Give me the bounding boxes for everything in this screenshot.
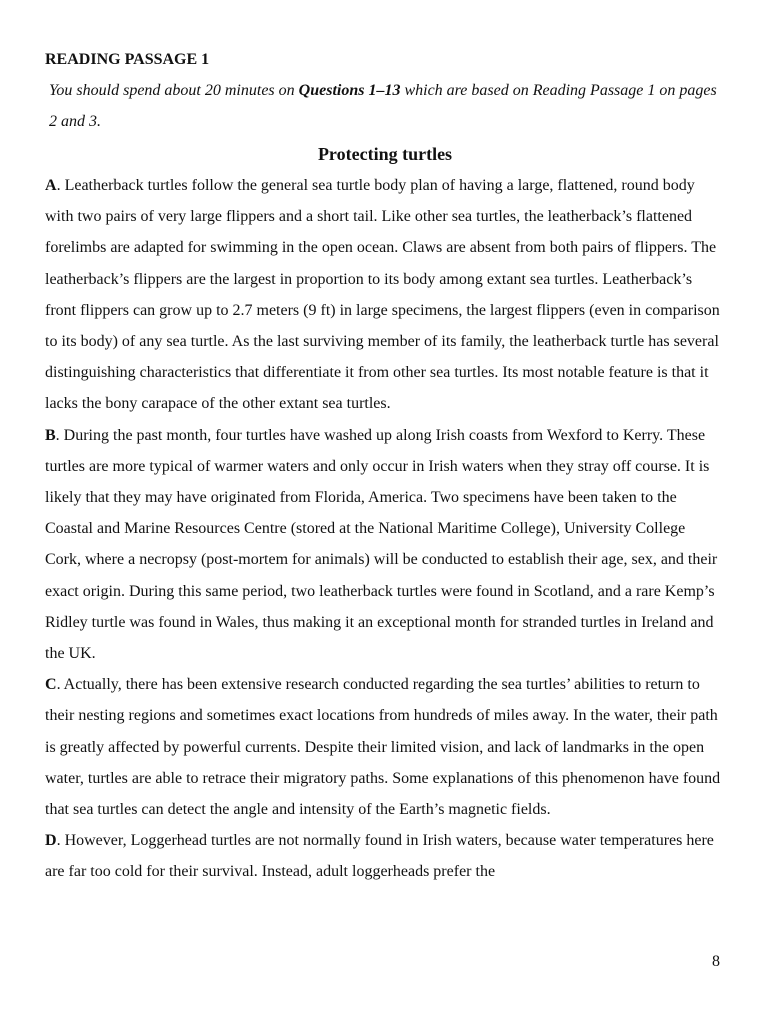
paragraph-b	[45, 420, 725, 670]
paragraph-letter: A	[45, 177, 57, 194]
paragraph-a	[45, 170, 725, 420]
paragraph-c	[45, 669, 725, 825]
passage-title: Protecting turtles	[317, 144, 453, 164]
paragraph-text: . During the past month, four turtles have washed up along Irish coasts from Wexford to Kerry. These turtles are more typical of warmer waters and only occur in Irish waters when they stray off course. It is likely that they may have originated from Florida, America. Two specimens have been taken to the Coastal and Marine Resources Centre (stored at the National Maritime College), University College Cork, where a necropsy (post-mortem for animals) will be conducted to establish their age, sex, and their exact origin. During this same period, two leatherback turtles were found in Scotland, and a rare Kemp’s Ridley turtle was found in Wales, thus making it an exceptional month for stranded turtles in Ireland and the UK.	[45, 426, 718, 663]
paragraph-d	[45, 825, 725, 887]
instructions	[45, 75, 725, 137]
paragraph-letter: C	[45, 676, 57, 694]
paragraph-letter: D	[45, 832, 57, 850]
instructions-before: You should spend about 20 minutes on	[49, 82, 299, 99]
paragraph-letter: B	[45, 426, 56, 444]
passage-heading: READING PASSAGE 1	[45, 51, 210, 68]
paragraph-text: . However, Loggerhead turtles are not normally found in Irish waters, because water temperatures here are far too cold for their survival. Instead, adult loggerheads prefer the	[45, 832, 714, 881]
instructions-questions: Questions 1–13	[298, 82, 401, 99]
instructions-after: which are based on Reading Passage 1 on pages 2 and 3.	[49, 82, 717, 130]
passage-page	[45, 44, 725, 888]
paragraph-text: . Leatherback turtles follow the general sea turtle body plan of having a large, flattened, round body with two pairs of very large flippers and a short tail. Like other sea turtles, the leatherback’s flattened forelimbs are adapted for swimming in the open ocean. Claws are absent from both pairs of flippers. The leatherback’s flippers are the largest in proportion to its body among extant sea turtles. Leatherback’s front flippers can grow up to 2.7 meters (9 ft) in large specimens, the largest flippers (even in comparison to its body) of any sea turtle. As the last surviving member of its family, the leatherback turtle has several distinguishing characteristics that differentiate it from other sea turtles. Its most notable feature is that it lacks the bony carapace of the other extant sea turtles.	[45, 177, 720, 413]
page-number: 8	[712, 953, 720, 970]
paragraph-text: . Actually, there has been extensive research conducted regarding the sea turtles’ abilities to return to their nesting regions and sometimes exact locations from hundreds of miles away. In the water, their path is greatly affected by powerful currents. Despite their limited vision, and lack of landmarks in the open water, turtles are able to retrace their migratory paths. Some explanations of this phenomenon have found that sea turtles can detect the angle and intensity of the Earth’s magnetic fields.	[45, 676, 721, 819]
